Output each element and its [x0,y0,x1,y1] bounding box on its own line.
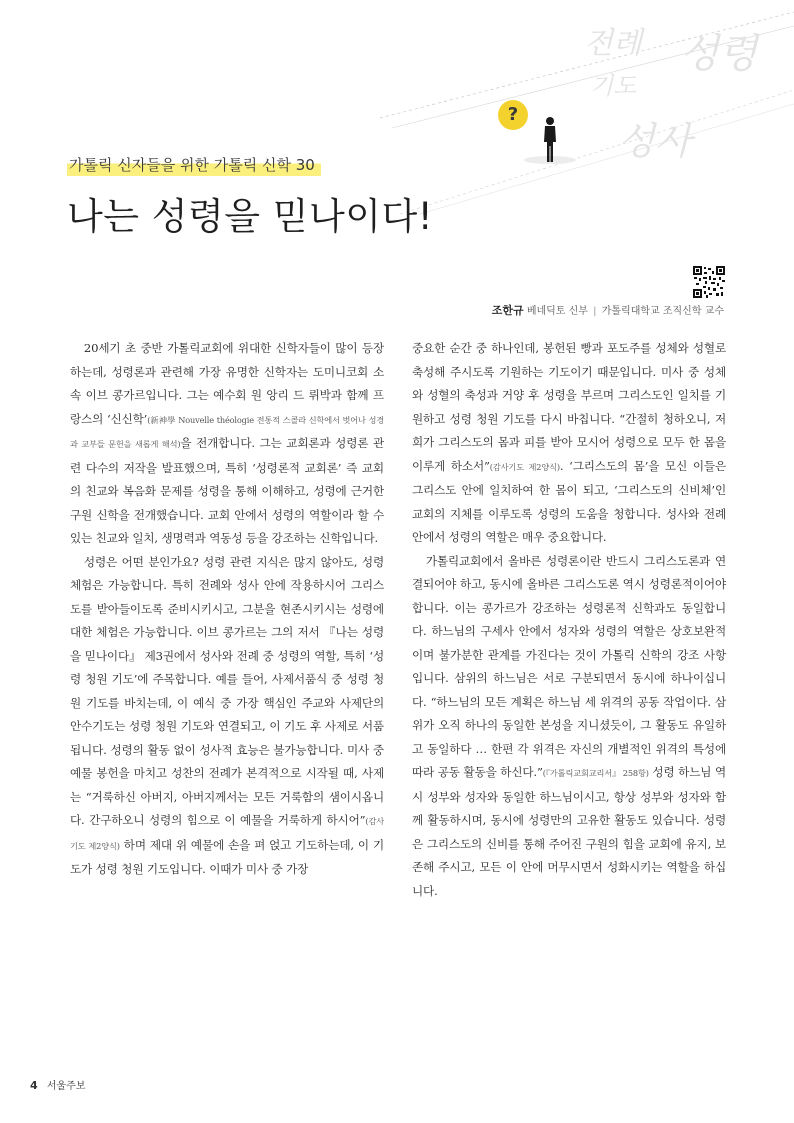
body-paragraph [412,337,726,550]
page-title: 나는 성령을 믿나이다! [67,195,434,238]
body-text: 을 전개합니다. 그는 교회론과 성령론 관련 다수의 저작을 발표했으며, 특히 ‘성령론적 교회론’ 즉 교회의 친교와 복음화 문제를 성령을 통해 이해하고, 성령에 근거한 구원 신학을 전개했습니다. 교회 안에서 성령의 역할이라 할 수 있는 친교와 일치, 생명력과 역동성 등을 강조하는 신학입니다. [70,436,384,545]
author-name: 조한규 [491,304,524,317]
author-affiliation: 가톨릭대학교 조직신학 교수 [601,306,724,317]
decor-word-holy-spirit: 성령 [680,31,758,77]
body-text: 20세기 초 중반 가톨릭교회에 위대한 신학자들이 많이 등장하는데, 성령론과 관련해 가장 유명한 신학자는 도미니코회 소속 이브 콩가르입니다. 그는 예수회 원 앙리 드 뤼박과 함께 프랑스의 ‘신신학’ [70,341,384,426]
citation-note: (감사기도 제2양식) [489,461,560,472]
author-role: 베네딕토 신부 [526,306,588,317]
standing-person-icon [538,116,562,164]
article-column-right [412,337,726,903]
question-bubble-icon: ? [498,100,528,130]
body-text: 중요한 순간 중 하나인데, 봉헌된 빵과 포도주를 성체와 성혈로 축성해 주시도록 기원하는 기도이기 때문입니다. 미사 중 성체와 성혈의 축성과 거양 후 성령을 부르며 그리스도인 일치를 기원하고 성령 청원 기도를 다시 바칩니다. “간절히 청하오니, 저희가 그리스도의 몸과 피를 받아 모시어 성령으로 모두 한 몸을 이루게 하소서” [412,341,726,473]
citation-note: (감사기도 제2양식) [70,816,384,851]
body-text: . ‘그리스도의 몸’을 모신 이들은 그리스도 안에 일치하여 한 몸이 되고, ‘그리스도의 신비체’인 교회의 지체를 이루도록 성령의 도움을 청합니다. 성사와 전례 안에서 성령의 역할은 매우 중요합니다. [412,458,726,544]
body-text: 성령 하느님 역시 성부와 성자와 동일한 하느님이시고, 항상 성부와 성자와 함께 활동하시며, 동시에 성령만의 고유한 활동도 있습니다. 성령은 그리스도의 신비를 통해 주어진 구원의 힘을 교회에 유지, 보존해 주시고, 모든 이 안에 머무시면서 성화시키는 역할을 하십니다. [412,765,726,898]
byline-divider: | [593,306,597,317]
article-column-left [70,337,384,903]
page-number: 4 [30,1079,38,1092]
series-label: 가톨릭 신자들을 위한 가톨릭 신학 30 [67,152,321,178]
decor-word-sacrament: 성사 [618,119,692,163]
author-byline [492,302,724,318]
qr-code[interactable] [693,266,725,298]
body-paragraph [412,550,726,904]
body-paragraph [70,551,384,882]
page-footer [30,1077,85,1092]
body-paragraph [70,337,384,551]
citation-note: (『가톨릭교회교리서』 258항) [542,768,649,778]
publication-name: 서울주보 [46,1081,86,1092]
decor-word-prayer: 기도 [590,72,637,100]
citation-note: (新神學 Nouvelle théologie 전통적 스콜라 신학에서 벗어나 성경과 교부들 문헌을 새롭게 해석) [70,414,384,449]
body-text: 하며 제대 위 예물에 손을 펴 얹고 기도하는데, 이 기도가 성령 청원 기도입니다. 이때가 미사 중 가장 [70,837,384,876]
body-text: 성령은 어떤 분인가요? 성령 관련 지식은 많지 않아도, 성령 체험은 가능합니다. 특히 전례와 성사 안에 작용하시어 그리스도를 받아들이도록 준비시키시고, 그분을 현존시키시는 성령에 대한 체험은 가능합니다. 이브 콩가르는 그의 저서 『나는 성령을 믿나이다』 제3권에서 성사와 전례 중 성령의 역할, 특히 ‘성령 청원 기도’에 주목합니다. 예를 들어, 사제서품식 중 성령 청원 기도를 바치는데, 이 예식 중 가장 핵심인 주교와 사제단의 안수기도는 성령 청원 기도와 연결되고, 이 기도 후 사제로 서품됩니다. 성령의 활동 없이 성사적 효능은 불가능합니다. 미사 중 예물 봉헌을 마치고 성찬의 전례가 본격적으로 시작될 때, 사제는 “거룩하신 아버지, 아버지께서는 모든 거룩함의 샘이시옵니다. 간구하오니 성령의 힘으로 이 예물을 거룩하게 하시어” [70,554,384,827]
decor-word-liturgy: 전례 [584,26,642,61]
article-body [70,337,726,903]
body-text: 가톨릭교회에서 올바른 성령론이란 반드시 그리스도론과 연결되어야 하고, 동시에 올바른 그리스도론 역시 성령론적이어야 합니다. 이는 콩가르가 강조하는 성령론적 신학과도 동일합니다. 하느님의 구세사 안에서 성자와 성령의 역할은 상호보완적이며 불가분한 관계를 가진다는 것이 가톨릭 신학의 강조 사항입니다. 삼위의 하느님은 서로 구분되면서 동시에 하나이십니다. “하느님의 모든 계획은 하느님 세 위격의 공동 작업이다. 삼위가 오직 하나의 동일한 본성을 지니셨듯이, 그 활동도 유일하고 동일하다 … 한편 각 위격은 자신의 개별적인 위격의 특성에 따라 공동 활동을 하신다.” [412,553,726,779]
